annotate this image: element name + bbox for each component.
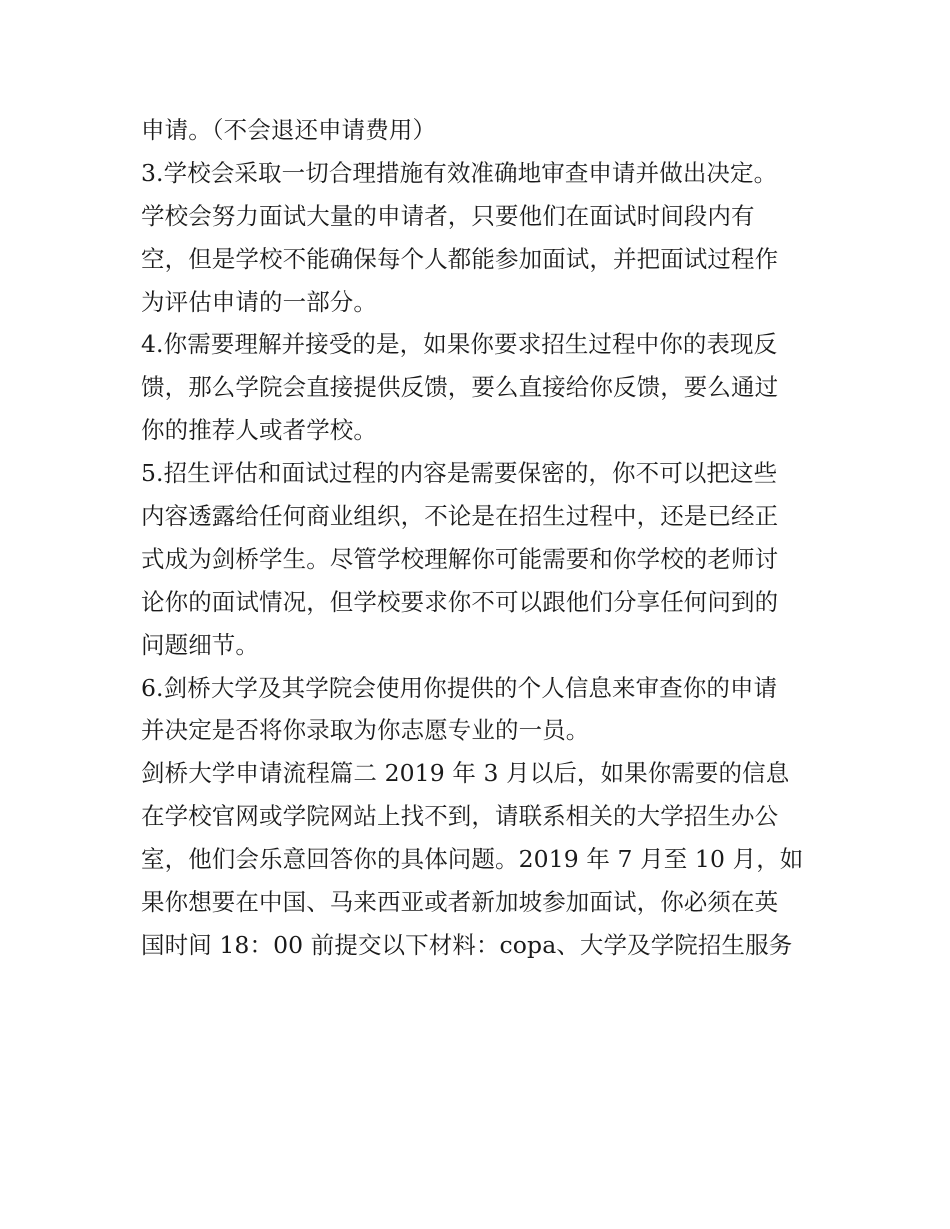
text-line: 剑桥大学申请流程篇二 2019 年 3 月以后，如果你需要的信息	[141, 759, 790, 788]
text-line: 式成为剑桥学生。尽管学校理解你可能需要和你学校的老师讨	[141, 544, 779, 573]
text-line: 馈，那么学院会直接提供反馈，要么直接给你反馈，要么通过	[141, 373, 779, 402]
text-line: 申请。（不会退还申请费用）	[141, 116, 437, 144]
text-line: 5.招生评估和面试过程的内容是需要保密的，你不可以把这些	[141, 459, 778, 488]
text-line: 并决定是否将你录取为你志愿专业的一员。	[141, 716, 590, 745]
text-line: 问题细节。	[141, 630, 259, 659]
text-line: 为评估申请的一部分。	[141, 287, 377, 316]
text-line: 论你的面试情况，但学校要求你不可以跟他们分享任何问到的	[141, 587, 779, 616]
text-line: 4.你需要理解并接受的是，如果你要求招生过程中你的表现反	[141, 330, 778, 359]
text-line: 内容透露给任何商业组织，不论是在招生过程中，还是已经正	[141, 502, 779, 531]
text-line: 你的推荐人或者学校。	[141, 416, 377, 445]
text-line: 室，他们会乐意回答你的具体问题。2019 年 7 月至 10 月，如	[141, 845, 804, 874]
text-line: 国时间 18：00 前提交以下材料：copa、大学及学院招生服务	[141, 930, 793, 959]
text-line: 学校会努力面试大量的申请者，只要他们在面试时间段内有	[141, 201, 755, 230]
text-line: 果你想要在中国、马来西亚或者新加坡参加面试，你必须在英	[141, 888, 779, 917]
text-line: 6.剑桥大学及其学院会使用你提供的个人信息来审查你的申请	[141, 673, 778, 702]
text-line: 3.学校会采取一切合理措施有效准确地审查申请并做出决定。	[141, 158, 778, 187]
text-line: 在学校官网或学院网站上找不到，请联系相关的大学招生办公	[141, 802, 779, 831]
body-text	[141, 109, 813, 967]
text-line: 空，但是学校不能确保每个人都能参加面试，并把面试过程作	[141, 244, 779, 273]
